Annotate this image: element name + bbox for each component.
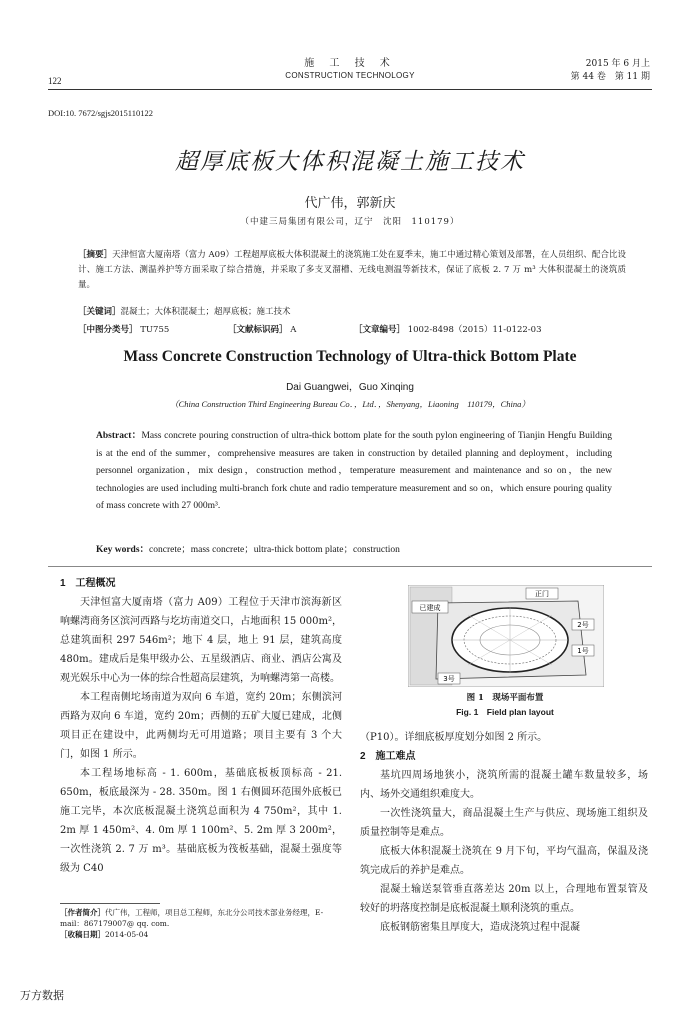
label-gate-1: 1号: [577, 647, 589, 655]
issue-date: 2015 年 6 月上: [585, 59, 650, 69]
section2-heading: 2 施工难点: [360, 751, 416, 762]
article-number: [354, 323, 542, 335]
label-main-gate: 正门: [535, 590, 549, 598]
title-en: Mass Concrete Construction Technology of Ultra-thick Bottom Plate: [123, 348, 577, 365]
issue-info: [540, 58, 650, 84]
keywords-en: [96, 541, 612, 555]
doc-code-label: ［文献标识码］: [228, 325, 288, 335]
authors-zh: 代广伟，郭新庆: [304, 196, 396, 211]
title-zh: 超厚底板大体积混凝土施工技术: [175, 149, 525, 175]
authors-en: Dai Guangwei，Guo Xinqing: [286, 382, 414, 393]
abstract-zh-text: 天津恒富大厦南塔（富力 A09）工程超厚底板大体积混凝土的浇筑施工处在夏季末，施工中通过精心策划及部署，在人员组织、配合比设计、施工方法、测温养护等方面采取了综合措施，并采取了多支叉溜槽、无线电测温等新技术，保证了底板 2. 7 万 m³ 大体积混凝土的浇筑质量。: [78, 250, 626, 290]
doc-code: [228, 323, 296, 335]
clc-label: ［中图分类号］: [78, 325, 138, 335]
footnote-date: [60, 929, 346, 940]
footnote-date-label: ［收稿日期］: [60, 930, 105, 939]
abstract-en: [96, 428, 612, 516]
figure-caption-en: Fig. 1 Field plan layout: [456, 707, 554, 717]
watermark: 万方数据: [20, 989, 64, 1002]
journal-header: [230, 58, 470, 82]
left-column: [60, 574, 342, 878]
site-plan-drawing: [408, 585, 604, 687]
footnote-date-text: 2014-05-04: [105, 930, 149, 939]
abstract-zh-label: ［摘要］: [78, 250, 113, 260]
issue-volume: 第 44 卷 第 11 期: [570, 72, 650, 82]
article-number-label: ［文章编号］: [354, 325, 406, 335]
section1-paragraph: 本工程场地标高 - 1. 600m，基础底板板顶标高 - 21. 650m，板底最深为 - 28. 350m。图 1 右侧圆环范围外底板已施工完毕，本次底板混凝土浇筑总面积为 4 750m²，其中 1. 2m 厚 1 450m²、4. 0m 厚 1 100m²、5. 2m 厚 3 200m²，一次性浇筑 2. 7 万 m³。基础底板为筏板基础，混凝土强度等级为 C40: [60, 768, 342, 874]
section2-paragraph: 一次性浇筑量大，商品混凝土生产与供应、现场施工组织及质量控制等是难点。: [360, 808, 648, 838]
footnote-author-label: ［作者简介］: [60, 908, 105, 917]
keywords-zh: [78, 305, 626, 320]
right-column-intro: （P10）。详细底板厚度划分如图 2 所示。: [360, 732, 548, 743]
keywords-zh-text: 混凝土；大体积混凝土；超厚底板；施工技术: [120, 307, 291, 317]
footnote-rule: [60, 903, 160, 904]
right-column: [360, 728, 648, 937]
clc-value: TU755: [140, 325, 170, 335]
section-divider: [48, 566, 652, 567]
section1-paragraph: 本工程南侧坨场南道为双向 6 车道，宽约 20m；东侧滨河西路为双向 6 车道，宽约 20m；西侧的五矿大厦已建成，北侧项目正在建设中，此两侧均无可用道路；项目主要有 3 个大门，如图 1 所示。: [60, 692, 342, 760]
abstract-zh: [78, 248, 626, 293]
journal-name-en: CONSTRUCTION TECHNOLOGY: [285, 71, 415, 80]
section2-paragraph: 混凝土输送泵管垂直落差达 20m 以上，合理地布置泵管及较好的坍落度控制是底板混凝土顺利浇筑的重点。: [360, 884, 648, 914]
section2-paragraph: 基坑四周场地狭小，浇筑所需的混凝土罐车数量较多，场内、场外交通组织难度大。: [360, 770, 648, 800]
abstract-en-label: Abstract：: [96, 431, 142, 441]
article-number-value: 1002-8498（2015）11-0122-03: [407, 325, 542, 335]
journal-name-zh: 施 工 技 术: [304, 58, 396, 69]
section1-paragraph: 天津恒富大厦南塔（富力 A09）工程位于天津市滨海新区响螺湾商务区滨河西路与圪坊南道交口，占地面积 15 000m²，总建筑面积 297 546m²；地下 4 层，地上 91 层，建筑高度 480m。建成后是集甲级办公、五星级酒店、商业、酒店公寓及观光娱乐中心为一体的综合性超高层建筑，为响螺湾第一高楼。: [60, 597, 342, 684]
affiliation-zh: （中建三局集团有限公司，辽宁 沈阳 110179）: [240, 217, 460, 227]
keywords-en-text: concrete；mass concrete；ultra-thick bottom plate；construction: [149, 545, 400, 555]
footnote-author: [60, 907, 346, 929]
footnote: [60, 907, 346, 940]
header-rule: [48, 89, 652, 90]
clc: [78, 323, 169, 335]
figure-caption-zh: 图 1 现场平面布置: [466, 693, 544, 703]
footnote-author-text: 代广伟，工程师，项目总工程师，东北分公司技术部业务经理，E-mail：867179007@ qq. com.: [60, 908, 324, 928]
section1-heading: 1 工程概况: [60, 578, 116, 589]
abstract-en-text: Mass concrete pouring construction of ultra-thick bottom plate for the south pylon engineering of Tianjin Hengfu Building is at the end of the summer，comprehensive measures are taken in construction by detailed planning and deployment，including personnel organization，mix design，construction method，temperature measurement and maintenance and so on，the new technologies are used including multi-branch fork chute and radio temperature measurement and so on，which ensure pouring quality of mass concrete with 27 000m³.: [96, 431, 612, 511]
section2-paragraph: 底板大体积混凝土浇筑在 9 月下旬，平均气温高，保温及浇筑完成后的养护是难点。: [360, 846, 648, 876]
page-number: 122: [48, 76, 62, 86]
keywords-zh-label: ［关键词］: [78, 307, 121, 317]
affiliation-en: （China Construction Third Engineering Bureau Co．，Ltd．，Shenyang，Liaoning 110179，China）: [170, 399, 530, 409]
doc-code-value: A: [290, 325, 297, 335]
label-built: 已建成: [419, 604, 441, 612]
label-gate-3: 3号: [443, 675, 455, 683]
doi: DOI:10. 7672/sgjs2015110122: [48, 108, 153, 118]
section2-paragraph: 底板钢筋密集且厚度大，造成浇筑过程中混凝: [380, 922, 580, 933]
label-gate-2: 2号: [577, 621, 589, 629]
keywords-en-label: Key words：: [96, 545, 150, 555]
